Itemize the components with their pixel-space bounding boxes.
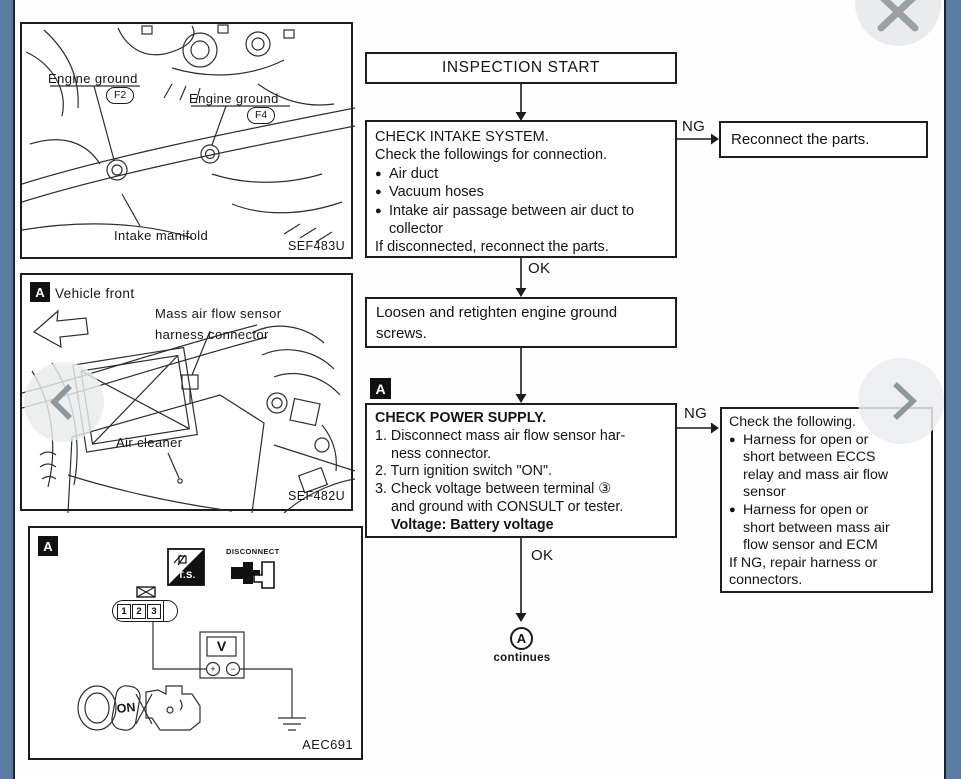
ts-tool-icon xyxy=(167,548,205,586)
maf-connector-label-line1: Mass air flow sensor xyxy=(155,306,282,321)
ignition-on-label: ON xyxy=(115,699,137,716)
engine-ground-label-right: Engine ground xyxy=(189,91,279,106)
inspection-start-box xyxy=(365,52,677,84)
vehicle-front-label: Vehicle front xyxy=(55,286,135,301)
section-a-marker: A xyxy=(30,282,50,302)
check-power-voltage: Voltage: Battery voltage xyxy=(391,516,554,533)
check-power-step2: 2. Turn ignition switch "ON". xyxy=(375,463,553,480)
loosen-screws-box xyxy=(365,297,677,348)
list-item xyxy=(375,202,667,220)
bullet-text: Harness for open or xyxy=(743,431,869,448)
check-following-footer2: connectors. xyxy=(729,572,803,589)
frame-right xyxy=(946,0,961,779)
engine-ground-label-left: Engine ground xyxy=(48,71,138,86)
intake-manifold-label: Intake manifold xyxy=(114,228,209,243)
check-intake-title: CHECK INTAKE SYSTEM. xyxy=(375,129,549,145)
check-power-step1b: ness connector. xyxy=(391,445,492,462)
section-a-marker: A xyxy=(370,378,391,399)
minus-terminal-icon: − xyxy=(230,663,236,674)
maf-connector-terminals xyxy=(112,600,178,622)
reconnect-parts-label: Reconnect the parts. xyxy=(731,131,870,148)
check-following-footer1: If NG, repair harness or xyxy=(729,554,878,571)
inspection-start-label: INSPECTION START xyxy=(441,59,600,76)
disconnected-terminal-icon xyxy=(134,585,158,599)
bullet-text: Air duct xyxy=(389,165,439,182)
check-intake-subtitle: Check the followings for connection. xyxy=(375,147,608,164)
bullet-text-wrap: short between ECCS xyxy=(743,449,876,466)
reconnect-parts-box xyxy=(719,121,928,158)
bullet-text-wrap: flow sensor and ECM xyxy=(743,537,878,554)
bullet-icon: ● xyxy=(375,186,382,199)
terminal-2: 2 xyxy=(132,604,146,619)
continue-a-marker: A xyxy=(510,627,533,650)
bullet-text-wrap: collector xyxy=(389,221,443,238)
loosen-line1: Loosen and retighten engine ground xyxy=(376,304,618,321)
bullet-icon: ● xyxy=(375,204,382,217)
plus-terminal-icon: + xyxy=(210,663,216,674)
bullet-text: Vacuum hoses xyxy=(389,184,484,201)
frame-left xyxy=(0,0,13,779)
bullet-icon: ● xyxy=(729,433,736,446)
chevron-right-icon xyxy=(858,358,944,444)
bullet-icon: ● xyxy=(375,167,382,180)
connector-f4-badge: F4 xyxy=(247,107,275,124)
close-button[interactable] xyxy=(855,0,941,46)
bullet-text-wrap: sensor xyxy=(743,484,786,501)
figure-code: SEF483U xyxy=(288,239,345,253)
bullet-text: Harness for open or xyxy=(743,501,869,518)
ts-badge-label: T.S. xyxy=(178,570,196,581)
figure-code: SEF482U xyxy=(288,489,345,503)
frame-left-edge xyxy=(13,0,15,779)
check-following-title: Check the following. xyxy=(729,414,856,430)
check-power-step1a: 1. Disconnect mass air flow sensor har- xyxy=(375,427,626,444)
bullet-text-wrap: relay and mass air flow xyxy=(743,466,889,483)
bullet-text: Intake air passage between air duct to xyxy=(389,202,635,219)
list-item xyxy=(375,165,667,183)
air-cleaner-label: Air cleaner xyxy=(116,435,183,450)
terminal-divider xyxy=(163,601,164,621)
bullet-icon: ● xyxy=(729,503,736,516)
check-intake-system-box xyxy=(365,120,677,258)
disconnect-label: DISCONNECT xyxy=(226,547,280,556)
test-circuit-figure xyxy=(28,526,363,760)
ok-branch-label: OK xyxy=(531,547,554,564)
terminal-1: 1 xyxy=(117,604,131,619)
disconnect-connector-icon xyxy=(227,557,279,593)
list-item xyxy=(729,502,924,520)
connector-f2-badge: F2 xyxy=(106,87,134,104)
bullet-text-wrap: short between mass air xyxy=(743,519,890,536)
engine-ground-figure xyxy=(20,22,353,259)
terminal-3: 3 xyxy=(147,604,161,619)
ok-branch-label: OK xyxy=(528,260,551,277)
check-power-title: CHECK POWER SUPPLY. xyxy=(375,410,547,426)
next-image-button[interactable] xyxy=(858,358,944,444)
chevron-left-icon xyxy=(24,362,104,442)
maf-connector-label-line2: harness connector xyxy=(155,327,269,342)
ng-branch-label: NG xyxy=(682,118,706,135)
continues-label: continues xyxy=(493,652,551,664)
ng-branch-label: NG xyxy=(684,405,708,422)
figure-code: AEC691 xyxy=(302,737,353,752)
check-power-step3b: and ground with CONSULT or tester. xyxy=(391,498,624,515)
loosen-line2: screws. xyxy=(376,324,427,342)
check-power-step3a: 3. Check voltage between terminal ③ xyxy=(375,481,612,498)
list-item xyxy=(375,183,667,201)
engine-ground-illustration xyxy=(22,24,355,261)
voltmeter-label: V xyxy=(216,638,227,654)
close-icon xyxy=(855,0,941,46)
check-intake-footer: If disconnected, reconnect the parts. xyxy=(375,239,609,256)
check-power-supply-box xyxy=(365,403,677,538)
previous-image-button[interactable] xyxy=(24,362,104,442)
section-a-marker: A xyxy=(38,536,58,556)
